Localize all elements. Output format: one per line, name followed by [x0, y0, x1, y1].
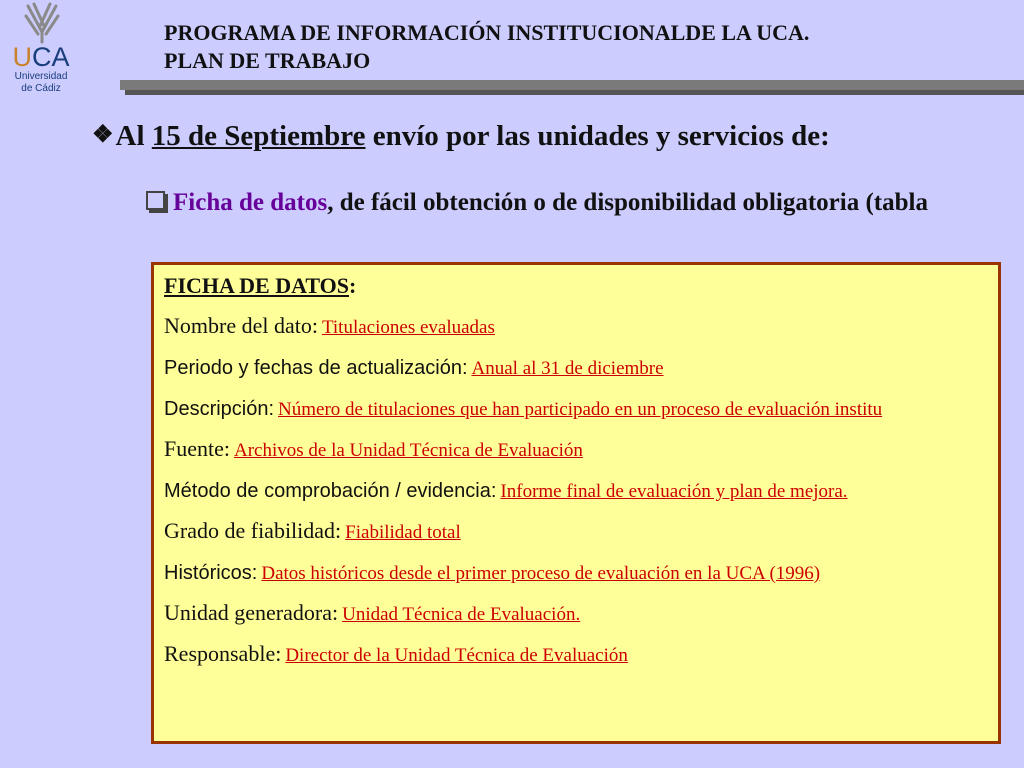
ficha-row-historicos [164, 559, 998, 600]
university-emblem-icon [24, 2, 60, 44]
ficha-row-responsable [164, 641, 998, 682]
row-value: Director de la Unidad Técnica de Evaluación [285, 645, 628, 666]
ficha-row-metodo [164, 477, 998, 518]
ficha-row-fuente [164, 436, 998, 477]
ficha-row-unidad [164, 600, 998, 641]
logo-line2: de Cádiz [21, 83, 61, 94]
ficha-row-grado [164, 518, 998, 559]
main-bullet [92, 120, 830, 153]
row-value: Número de titulaciones que han participado en un proceso de evaluación institu [278, 399, 883, 420]
diamond-bullet-icon: ❖ [92, 122, 114, 148]
row-value: Titulaciones evaluadas [321, 317, 495, 338]
ficha-row-nombre [164, 313, 998, 354]
ficha-row-descripcion [164, 395, 998, 436]
ficha-box [151, 262, 1001, 744]
row-label: Método de comprobación / evidencia: [164, 480, 497, 502]
row-value: Datos históricos desde el primer proceso de evaluación en la UCA (1996) [261, 563, 821, 584]
row-label: Responsable: [164, 641, 282, 666]
checkbox-bullet-icon [146, 191, 165, 210]
bullet1-date: 15 de Septiembre [151, 120, 366, 152]
logo-brand: UCA [12, 42, 70, 72]
title-line2: PLAN DE TRABAJO [164, 48, 371, 73]
uca-logo [6, 0, 76, 100]
bullet2-highlight: Ficha de datos [173, 189, 328, 216]
row-value: Fiabilidad total [345, 522, 461, 543]
row-label: Fuente: [164, 436, 230, 461]
bullet1-prefix: Al [115, 120, 145, 152]
logo-line1: Universidad [14, 71, 68, 82]
row-label: Descripción: [164, 398, 275, 420]
bullet2-rest: , de fácil obtención o de disponibilidad obligatoria (tabla [327, 189, 928, 216]
row-label: Grado de fiabilidad: [164, 518, 342, 543]
row-label: Unidad generadora: [164, 600, 339, 625]
header-rule [120, 80, 1024, 90]
row-label: Históricos: [164, 562, 258, 584]
row-value: Informe final de evaluación y plan de mejora. [500, 481, 848, 502]
row-value: Unidad Técnica de Evaluación. [342, 604, 581, 625]
row-value: Anual al 31 de diciembre [471, 358, 664, 379]
row-label: Periodo y fechas de actualización: [164, 357, 468, 379]
row-value: Archivos de la Unidad Técnica de Evaluación [234, 440, 583, 461]
bullet1-rest: envío por las unidades y servicios de: [365, 120, 830, 152]
sub-bullet [146, 189, 928, 217]
ficha-title: FICHA DE DATOS: [164, 273, 357, 298]
row-label: Nombre del dato: [164, 313, 318, 338]
ficha-row-periodo [164, 354, 998, 395]
title-line1: PROGRAMA DE INFORMACIÓN INSTITUCIONALDE LA UCA. [164, 20, 810, 45]
page-title [164, 19, 809, 75]
